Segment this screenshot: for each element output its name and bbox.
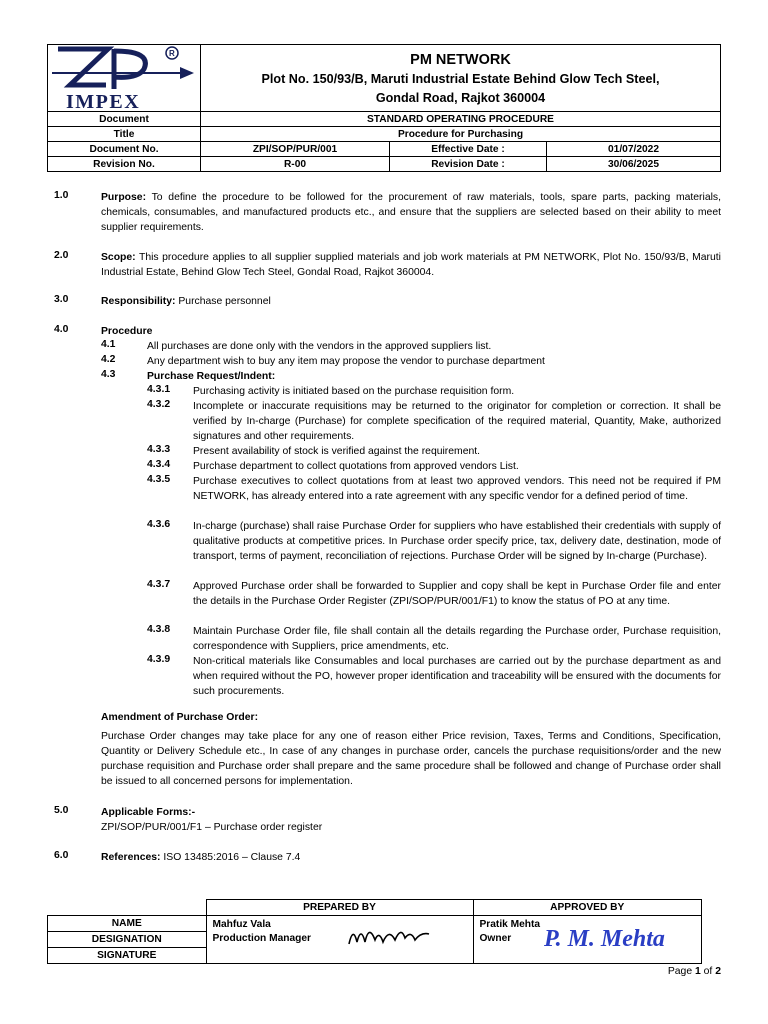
company-logo [48,45,200,111]
item-4-3-8-text: Maintain Purchase Order file, file shall contain all the details regarding the Purchase order, Purchase requisition, correspondence with Suppliers, price amendments, etc. [193,626,721,652]
zp-logo-mark [52,47,194,89]
title-value: Procedure for Purchasing [201,127,721,142]
svg-text:R: R [169,49,175,58]
company-info [201,45,721,112]
item-4-3-4-number: 4.3.4 [147,459,171,470]
revdate-label: Revision Date : [390,157,547,172]
docno-label: Document No. [48,142,201,157]
prepared-signature [345,920,437,954]
svg-text:P. M. Mehta: P. M. Mehta [543,926,665,952]
title-label: Title [48,127,201,142]
applicable-forms-text: ZPI/SOP/PUR/001/F1 – Purchase order register [101,822,323,833]
item-4-3-3-text: Present availability of stock is verified against the requirement. [193,446,481,457]
item-4-3-5-number: 4.3.5 [147,474,171,485]
document-value: STANDARD OPERATING PROCEDURE [201,112,721,127]
amendment-title: Amendment of Purchase Order: [101,712,259,723]
item-4-3-6-text: In-charge (purchase) shall raise Purchase Order for suppliers who have established their credentials with supply of qualitative products at competitive prices. In Purchase order specify price, tax, delivery date, destination, mode of transport, terms of payment, reconciliation of rejections. Purchase Order will be signed by In-charge (Purchase). [193,521,721,562]
item-4-3-7-text: Approved Purchase order shall be forwarded to Supplier and copy shall be kept in Purchase Order file and enter the details in the Purchase Order Register (ZPI/SOP/PUR/001/F1) to know the status of PO at any time. [193,581,721,607]
item-4-3-5-text: Purchase executives to collect quotations from at least two approved vendors. This need not be required if PM NETWORK, has already entered into a rate agreement with any specific vendor for a defined period of time. [193,476,721,502]
amendment-text: Purchase Order changes may take place for any one of reason either Price revision, Taxes, Terms and Conditions, Specification, Quantity or Delivery Schedule etc., In case of any changes in purchase order, cancels the purchase requisitions/order and the new purchase requisition and Purchase order shall prepare and the same procedure shall be followed and change of Purchase order shall be issued to all concerned persons for implementation. [101,731,721,787]
item-4-3-9-number: 4.3.9 [147,654,171,665]
company-address-line2: Gondal Road, Rajkot 360004 [375,90,546,105]
item-4-3-text: Purchase Request/Indent: [147,371,276,382]
item-4-3-2-number: 4.3.2 [147,399,171,410]
name-label: NAME [48,916,207,932]
approved-by-cell [473,916,702,964]
scope-label: Scope: [101,252,136,263]
section-responsibility [101,294,721,309]
prepared-designation: Production Manager [212,933,311,944]
svg-text:MVala: MVala [390,946,411,953]
item-4-3-9-text: Non-critical materials like Consumables and local purchases are carried out by the purchase department as and when required without the PO, however proper identification and traceability will be ensured with the documents for such procurements. [193,656,721,697]
item-4-3-2-text: Incomplete or inaccurate requisitions may be returned to the originator for completion or correction. It shall be verified by In-charge (Purchase) for complete specification of the required material, Quantity, Make, authorized signatures and other requirements. [193,401,721,442]
logo-text: IMPEX [66,91,141,111]
company-name: PM NETWORK [410,51,511,68]
docno-value: ZPI/SOP/PUR/001 [201,142,390,157]
document-header [47,44,721,172]
section-purpose [101,190,721,235]
approved-name: Pratik Mehta [479,919,541,930]
approved-signature [544,920,674,954]
approved-designation: Owner [479,933,512,944]
rev-value: R-00 [201,157,390,172]
item-4-3-1-text: Purchasing activity is initiated based on the purchase requisition form. [193,386,515,397]
item-4-3-6-number: 4.3.6 [147,519,171,530]
scope-text: This procedure applies to all supplier supplied materials and job work materials at PM NETWORK, Plot No. 150/93/B, Maruti Industrial Estate, Behind Glow Tech Steel, Gondal Road, Rajkot 360004. [101,252,721,278]
effdate-value: 01/07/2022 [547,142,721,157]
item-4-2-number: 4.2 [101,354,116,365]
prepared-by-cell [206,916,473,964]
purpose-label: Purpose: [101,192,147,203]
item-4-3-8-number: 4.3.8 [147,624,171,635]
item-4-1-number: 4.1 [101,339,116,350]
section-2-number: 2.0 [54,250,69,261]
applicable-forms-label: Applicable Forms:- [101,807,196,818]
logo-cell [48,45,201,112]
page-number: Page 1 of 2 [667,966,721,977]
revdate-value: 30/06/2025 [547,157,721,172]
item-4-3-3-number: 4.3.3 [147,444,171,455]
responsibility-label: Responsibility: [101,296,176,307]
signoff-table [47,899,702,964]
designation-label: DESIGNATION [48,932,207,948]
section-references [101,850,721,865]
company-address-line1: Plot No. 150/93/B, Maruti Industrial Estate Behind Glow Tech Steel, [261,71,660,86]
section-6-number: 6.0 [54,850,69,861]
references-text: ISO 13485:2016 – Clause 7.4 [160,852,301,863]
item-4-3-1-number: 4.3.1 [147,384,171,395]
signature-label: SIGNATURE [48,948,207,964]
responsibility-text: Purchase personnel [175,296,271,307]
page-current: 1 [694,966,701,977]
document-label: Document [48,112,201,127]
approved-by-header: APPROVED BY [473,900,702,916]
section-scope [101,250,721,280]
prepared-name: Mahfuz Vala [212,919,271,930]
purpose-text: To define the procedure to be followed for the procurement of raw materials, tools, spare parts, packing materials, chemicals, consumables, and manufactured products etc., and ensure that the suppliers are selected based on their ability to meet supplier requirements. [101,192,721,233]
procedure-label: Procedure [101,326,153,337]
item-4-2-text: Any department wish to buy any item may propose the vendor to purchase department [147,356,545,367]
item-4-3-number: 4.3 [101,369,116,380]
page-total: 2 [715,966,721,977]
effdate-label: Effective Date : [390,142,547,157]
rev-label: Revision No. [48,157,201,172]
item-4-3-7-number: 4.3.7 [147,579,171,590]
references-label: References: [101,852,161,863]
section-5-number: 5.0 [54,805,69,816]
prepared-by-header: PREPARED BY [206,900,473,916]
section-3-number: 3.0 [54,294,69,305]
section-4-number: 4.0 [54,324,69,335]
section-1-number: 1.0 [54,190,69,201]
item-4-3-4-text: Purchase department to collect quotations from approved vendors List. [193,461,519,472]
item-4-1-text: All purchases are done only with the vendors in the approved suppliers list. [147,341,492,352]
